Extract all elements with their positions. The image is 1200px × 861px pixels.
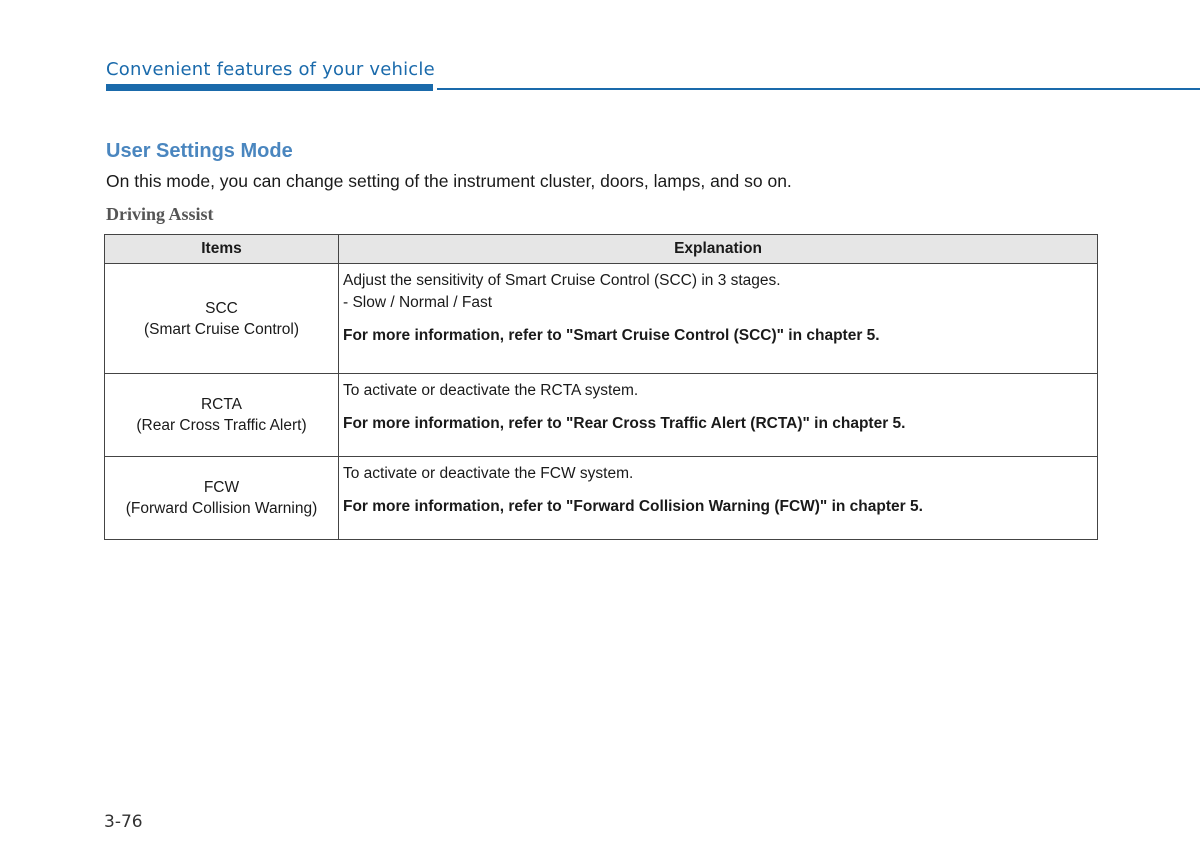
settings-table: [104, 234, 1098, 540]
table-row: [105, 264, 1098, 374]
column-header-explanation: Explanation: [339, 235, 1098, 264]
explanation-line: Adjust the sensitivity of Smart Cruise Control (SCC) in 3 stages.: [343, 272, 781, 289]
explanation-line: To activate or deactivate the RCTA system.: [343, 382, 639, 399]
column-header-items: Items: [105, 235, 339, 264]
section-intro: On this mode, you can change setting of the instrument cluster, doors, lamps, and so on.: [106, 171, 792, 191]
header-rule: [437, 88, 1200, 90]
page-number: 3-76: [104, 812, 143, 832]
item-full-name: (Forward Collision Warning): [125, 500, 318, 517]
explanation-line: - Slow / Normal / Fast: [343, 294, 492, 311]
explanation-cell: [339, 264, 1098, 374]
reference-note: For more information, refer to "Smart Cruise Control (SCC)" in chapter 5.: [343, 327, 880, 344]
table-row: [105, 457, 1098, 540]
item-cell: [105, 264, 339, 374]
item-full-name: (Rear Cross Traffic Alert): [136, 417, 307, 434]
item-abbr: FCW: [203, 479, 240, 496]
section-title: User Settings Mode: [106, 140, 293, 162]
item-abbr: SCC: [205, 299, 238, 317]
item-cell: [105, 457, 339, 540]
item-abbr: RCTA: [200, 396, 243, 413]
explanation-line: To activate or deactivate the FCW system.: [343, 465, 634, 482]
chapter-header: Convenient features of your vehicle: [106, 59, 435, 80]
header-accent-bar: [106, 84, 433, 91]
item-cell: [105, 374, 339, 457]
table-row: [105, 374, 1098, 457]
reference-note: For more information, refer to "Rear Cross Traffic Alert (RCTA)" in chapter 5.: [343, 415, 906, 432]
subheading: Driving Assist: [106, 204, 214, 224]
item-full-name: (Smart Cruise Control): [143, 320, 300, 338]
explanation-cell: [339, 457, 1098, 540]
reference-note: For more information, refer to "Forward Collision Warning (FCW)" in chapter 5.: [343, 498, 923, 515]
table-header-row: [105, 235, 1098, 264]
explanation-cell: [339, 374, 1098, 457]
